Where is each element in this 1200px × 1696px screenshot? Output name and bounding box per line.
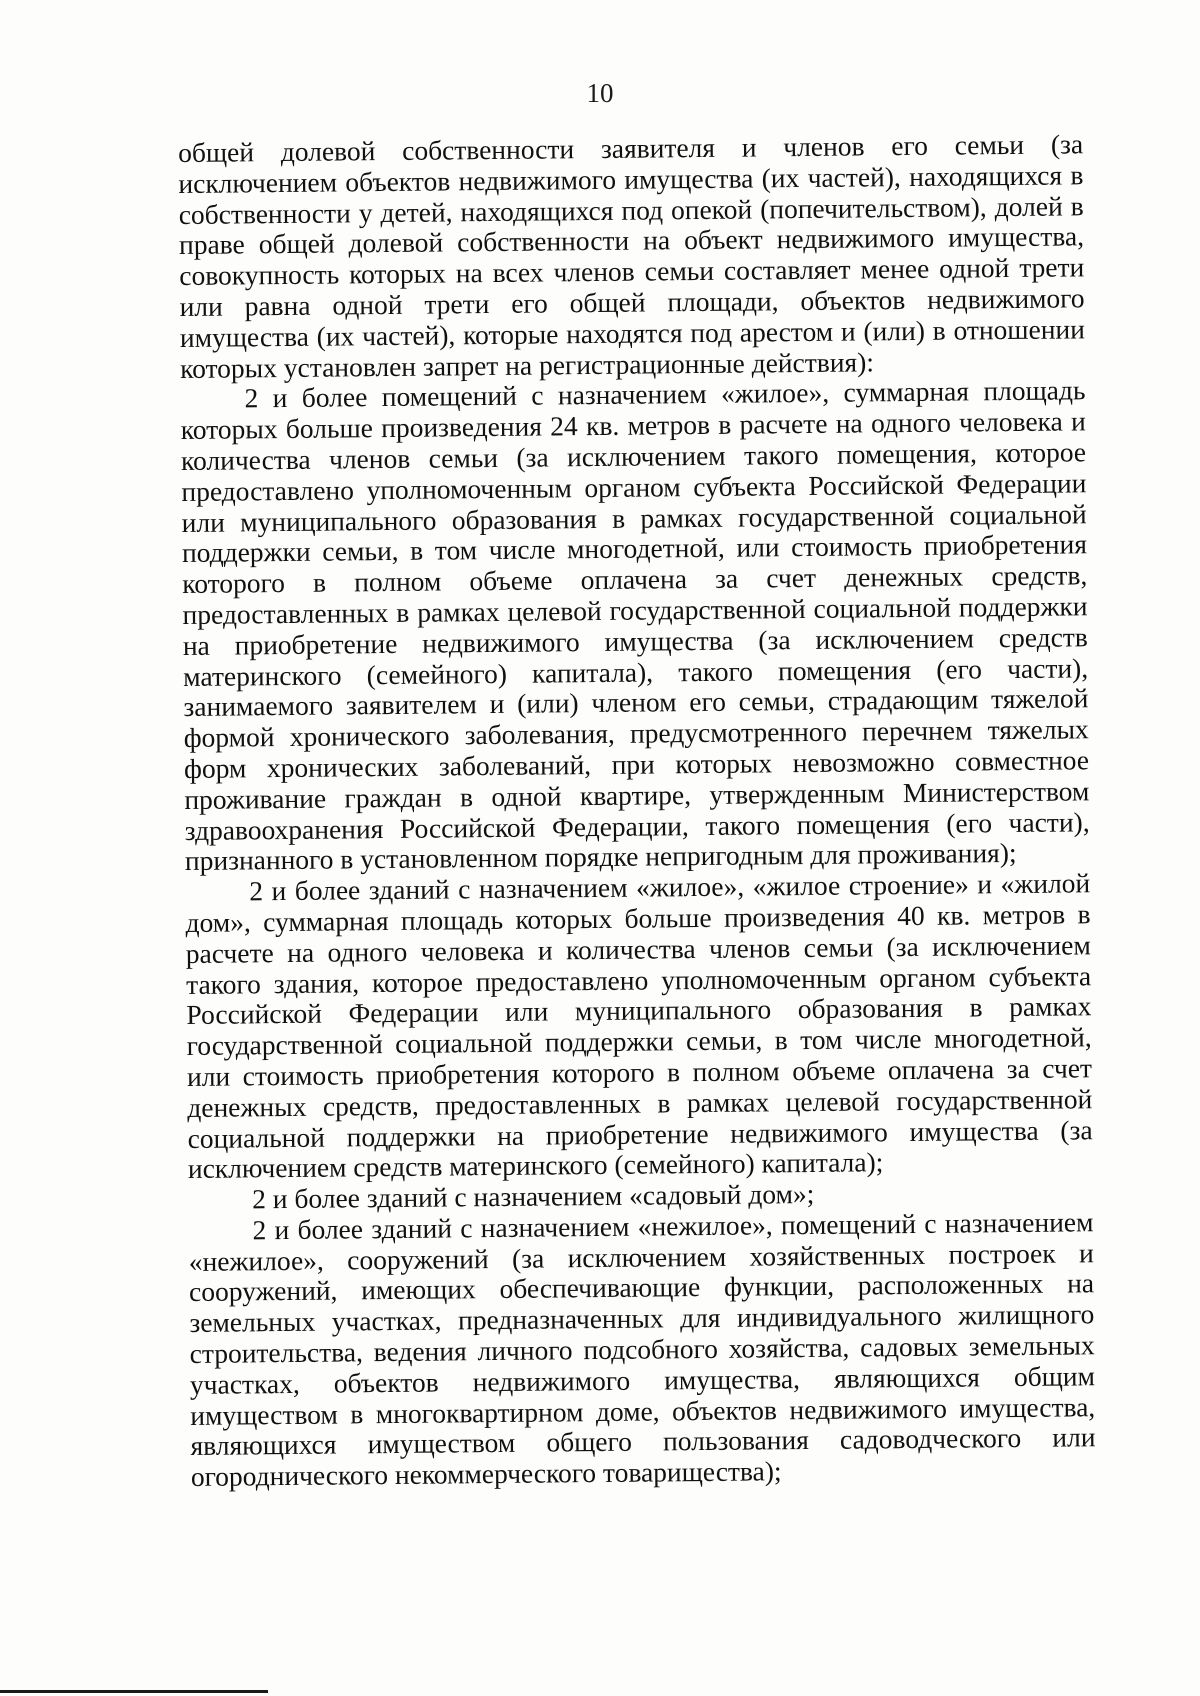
document-body [178,129,1096,1493]
paragraph-residential-buildings: 2 и более зданий с назначением «жилое», «жилое строение» и «жилой дом», суммарная площадь которых больше произведения 40 кв. метров в расчете на одного человека и количества членов семьи (за исключением такого здания, которое предоставлено уполномоченным органом субъекта Российской Федерации или муниципального образования в рамках государственной социальной поддержки семьи, в том числе многодетной, или стоимость приобретения которого в полном объеме оплачена за счет денежных средств, предоставленных в рамках целевой государственной социальной поддержки на приобретение недвижимого имущества (за исключением средств материнского (семейного) капитала); [185,867,1093,1185]
scan-edge-mark [0,1690,268,1693]
paragraph-continuation: общей долевой собственности заявителя и членов его семьи (за исключением объектов недвижимого имущества (их частей), находящихся в собственности у детей, находящихся под опекой (попечительством), долей в праве общей долевой собственности на объект недвижимого имущества, совокупность которых на всех членов семьи составляет менее одной трети или равна одной трети его общей площади, объектов недвижимого имущества (их частей), которые находятся под арестом и (или) в отношении которых установлен запрет на регистрационные действия): [177,128,1086,384]
paragraph-non-residential: 2 и более зданий с назначением «нежилое», помещений с назначением «нежилое», сооружений (за исключением хозяйственных построек и сооружений, имеющих обеспечивающие функции, расположенных на земельных участках, предназначенных для индивидуального жилищного строительства, ведения личного подсобного хозяйства, садовых земельных участках, объектов недвижимого имущества, являющихся общим имуществом в многоквартирном доме, объектов недвижимого имущества, являющихся имуществом общего пользования садоводческого или огороднического некоммерческого товарищества); [188,1206,1096,1493]
page-number: 10 [586,78,614,108]
paragraph-garden-houses: 2 и более зданий с назначением «садовый дом»; [252,1178,815,1215]
paragraph-residential-premises: 2 и более помещений с назначением «жилое», суммарная площадь которых больше произведения 24 кв. метров в расчете на одного человека и количества членов семьи (за исключением такого помещения, которое предоставлено уполномоченным органом субъекта Российской Федерации или муниципального образования в рамках государственной социальной поддержки семьи, в том числе многодетной, или стоимость приобретения которого в полном объеме оплачена за счет денежных средств, предоставленных в рамках целевой государственной социальной поддержки на приобретение недвижимого имущества (за исключением средств материнского (семейного) капитала), такого помещения (его части), занимаемого заявителем и (или) членом его семьи, страдающим тяжелой формой хронического заболевания, предусмотренного перечнем тяжелых форм хронических заболеваний, при которых невозможно совместное проживание граждан в одной квартире, утвержденным Министерством здравоохранения Российской Федерации, такого помещения (его части), признанного в установленном порядке непригодным для проживания); [180,374,1090,877]
